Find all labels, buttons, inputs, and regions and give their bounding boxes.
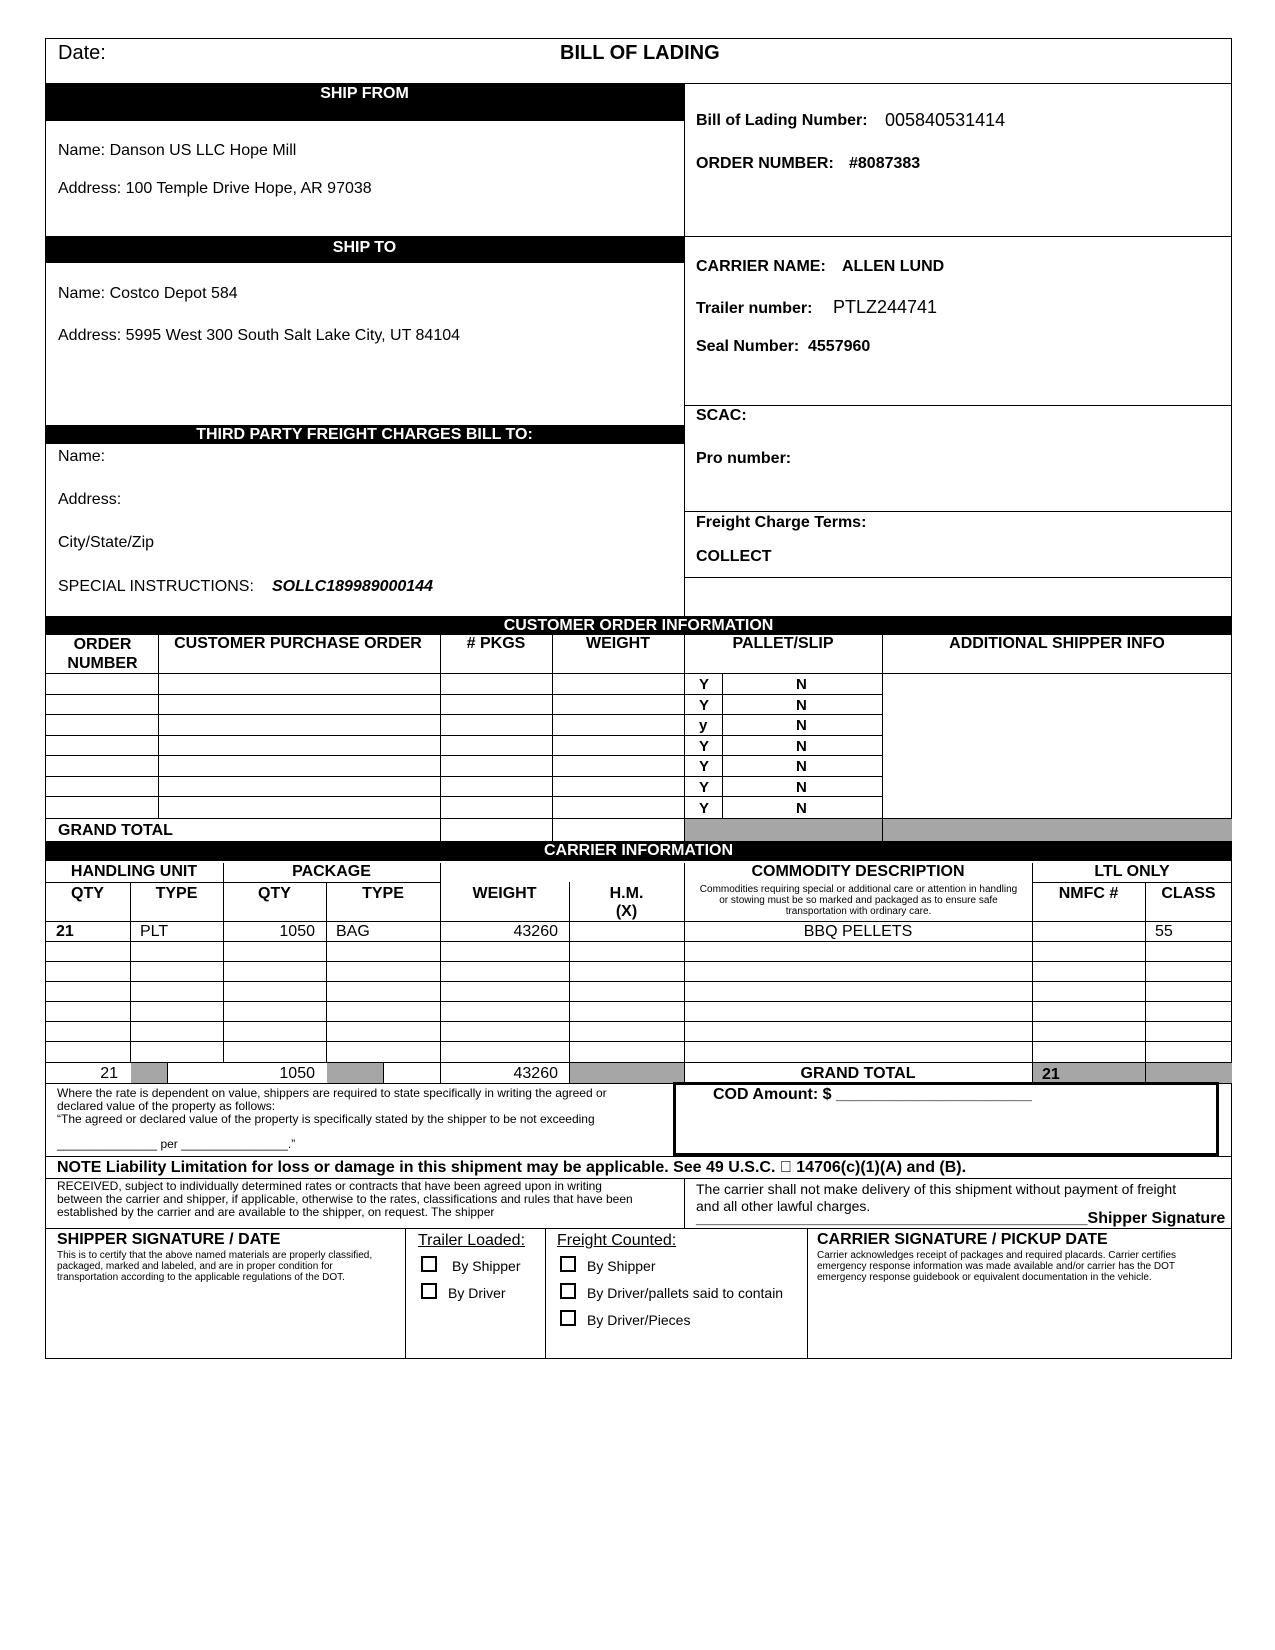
carrier-name-label: CARRIER NAME: [696, 258, 826, 275]
total-pkg-qty: 1050 [279, 1065, 315, 1082]
pallet-n: N [796, 676, 807, 693]
shipper-signature-line[interactable]: ____________________________________________Shipper Signature [696, 1210, 1226, 1227]
carrier-info-bar-label: CARRIER INFORMATION [543, 842, 734, 859]
shipper-signature-title: SHIPPER SIGNATURE / DATE [57, 1231, 281, 1248]
received-line: RECEIVED, subject to individually determined rates or contracts that have been agreed upon in writing [57, 1179, 602, 1193]
carrier-grand-total-label: GRAND TOTAL [800, 1065, 916, 1082]
hu-type-cell: PLT [140, 923, 169, 940]
col-pkg-qty: QTY [258, 885, 291, 902]
third-party-name-label: Name: [58, 448, 106, 465]
trailer-loaded-driver-label: By Driver [448, 1285, 506, 1301]
pallet-n: N [796, 779, 807, 796]
trailer-loaded-shipper-checkbox[interactable] [421, 1256, 437, 1272]
pallet-n: N [796, 717, 807, 734]
col-package: PACKAGE [292, 863, 371, 880]
pallet-y: Y [699, 758, 710, 775]
col-customer-po: CUSTOMER PURCHASE ORDER [174, 635, 422, 652]
declared-value-line: “The agreed or declared value of the property is specifically stated by the shipper to be not exceeding [57, 1112, 595, 1126]
trailer-loaded-label: Trailer Loaded: [418, 1232, 526, 1249]
carrier-info-bar [45, 841, 1232, 861]
declared-value-line: declared value of the property as follows: [57, 1099, 276, 1113]
third-party-city-label: City/State/Zip [58, 534, 155, 551]
pallet-y: Y [699, 676, 710, 693]
col-nmfc: NMFC # [1058, 885, 1119, 902]
freight-charge-terms-value: COLLECT [696, 548, 772, 565]
freight-counted-pallets-label: By Driver/pallets said to contain [587, 1285, 784, 1301]
shipper-certify-text [57, 1250, 402, 1283]
ship-to-bar [45, 236, 684, 263]
pallet-y: y [699, 717, 708, 734]
col-class: CLASS [1161, 885, 1216, 902]
seal-number-value: 4557960 [808, 338, 871, 355]
col-hu-type: TYPE [155, 885, 198, 902]
delivery-line: and all other lawful charges. [696, 1198, 871, 1214]
total-weight: 43260 [513, 1065, 558, 1082]
class-cell: 55 [1155, 923, 1173, 940]
total-nmfc: 21 [1042, 1066, 1060, 1083]
ship-from-bar [45, 83, 684, 121]
grand-total-shade [685, 819, 1232, 841]
scac-label: SCAC: [696, 407, 747, 424]
page-title: BILL OF LADING [560, 42, 720, 64]
carrier-name-value: ALLEN LUND [842, 258, 945, 275]
customer-order-bar [45, 616, 1232, 635]
ship-from-name: Name: Danson US LLC Hope Mill [58, 142, 297, 159]
third-party-bar-label: THIRD PARTY FREIGHT CHARGES BILL TO: [196, 426, 533, 443]
third-party-bar [45, 425, 684, 444]
commodity-cell: BBQ PELLETS [803, 923, 913, 940]
pallet-y: Y [699, 800, 710, 817]
declared-value-line: Where the rate is dependent on value, shippers are required to state specifically in writing the agreed or [57, 1086, 607, 1100]
pallet-n: N [796, 758, 807, 775]
customer-grand-total-label: GRAND TOTAL [58, 822, 173, 839]
special-instructions-value: SOLLC189989000144 [272, 578, 433, 595]
carrier-signature-title: CARRIER SIGNATURE / PICKUP DATE [817, 1231, 1108, 1248]
freight-counted-pallets-checkbox[interactable] [560, 1283, 576, 1299]
liability-note: NOTE Liability Limitation for loss or damage in this shipment may be applicable. See 49 U.S.C. 14706(c)(1)(A) and (B). [57, 1159, 950, 1176]
bol-number-value: 005840531414 [885, 110, 1006, 130]
weight-cell: 43260 [513, 923, 558, 940]
pallet-n: N [796, 800, 807, 817]
freight-counted-label: Freight Counted: [557, 1232, 677, 1249]
col-weight: WEIGHT [586, 635, 650, 652]
col-commodity-description: COMMODITY DESCRIPTION [751, 863, 965, 880]
ship-to-name: Name: Costco Depot 584 [58, 285, 238, 302]
received-line: between the carrier and shipper, if applicable, otherwise to the rates, classifications and rules that have been [57, 1192, 633, 1206]
col-hm: H.M. [609, 885, 644, 902]
third-party-address-label: Address: [58, 491, 122, 508]
order-number-label: ORDER NUMBER: [696, 155, 834, 172]
total-hu-qty: 21 [100, 1065, 118, 1082]
carrier-certify-line: emergency response guidebook or equivalent documentation in the vehicle. [817, 1272, 1152, 1283]
cod-amount-label: COD Amount: $ ______________________ [713, 1086, 1032, 1103]
commodity-note: Commodities requiring special or additional care or attention in handling or stowing must be so marked and packaged as to ensure safe transportation with ordinary care. [699, 884, 1018, 917]
ship-from-bar-label: SHIP FROM [320, 85, 409, 102]
delivery-line: The carrier shall not make delivery of this shipment without payment of freight [696, 1181, 1177, 1197]
col-hm-x: (X) [615, 903, 638, 920]
carrier-certify-text [817, 1250, 1227, 1283]
freight-charge-terms-label: Freight Charge Terms: [696, 514, 867, 531]
received-text [57, 1180, 677, 1219]
col-pallet-slip: PALLET/SLIP [732, 635, 834, 652]
carrier-certify-line: emergency response information was made available and/or carrier has the DOT [817, 1261, 1175, 1272]
col-pkg-type: TYPE [362, 885, 404, 902]
seal-number-label: Seal Number: [696, 338, 800, 355]
col-order-number: ORDER NUMBER [67, 636, 138, 672]
shipper-certify-line: packaged, marked and labeled, and are in proper condition for [57, 1261, 333, 1272]
pallet-y: Y [699, 779, 710, 796]
hu-qty-cell: 21 [56, 923, 74, 940]
col-additional-shipper-info: ADDITIONAL SHIPPER INFO [949, 635, 1165, 652]
freight-counted-pieces-checkbox[interactable] [560, 1310, 576, 1326]
ship-to-address: Address: 5995 West 300 South Salt Lake City, UT 84104 [58, 327, 461, 344]
order-number-value: #8087383 [849, 155, 921, 172]
col-hu-qty: QTY [71, 885, 104, 902]
pallet-y: Y [699, 738, 710, 755]
col-pkgs: # PKGS [466, 635, 526, 652]
freight-counted-shipper-checkbox[interactable] [560, 1256, 576, 1272]
col-ltl-only: LTL ONLY [1094, 863, 1170, 880]
freight-counted-pieces-label: By Driver/Pieces [587, 1312, 691, 1328]
freight-counted-shipper-label: By Shipper [587, 1258, 656, 1274]
col-handling-unit: HANDLING UNIT [70, 863, 198, 880]
received-line: established by the carrier and are available to the shipper, on request. The shipper [57, 1205, 495, 1219]
customer-order-bar-label: CUSTOMER ORDER INFORMATION [503, 617, 774, 634]
ship-to-bar-label: SHIP TO [332, 239, 397, 256]
pallet-y: Y [699, 697, 710, 714]
trailer-loaded-driver-checkbox[interactable] [421, 1283, 437, 1299]
declared-value-text [57, 1087, 677, 1151]
shipper-certify-line: transportation according to the applicable regulations of the DOT. [57, 1272, 345, 1283]
bol-number-label: Bill of Lading Number: [696, 112, 868, 129]
trailer-number-value: PTLZ244741 [833, 297, 938, 317]
special-instructions-label: SPECIAL INSTRUCTIONS: [58, 578, 254, 595]
pkg-type-cell: BAG [336, 923, 370, 940]
total-shade-hm [570, 1063, 684, 1083]
total-shade-pkg-type [327, 1063, 383, 1083]
total-shade-hu-type [131, 1063, 167, 1083]
trailer-loaded-shipper-label: By Shipper [452, 1258, 521, 1274]
pallet-n: N [796, 697, 807, 714]
pallet-n: N [796, 738, 807, 755]
declared-value-line: _______________ per ________________.” [57, 1137, 296, 1151]
carrier-certify-line: Carrier acknowledges receipt of packages and required placards. Carrier certifies [817, 1250, 1177, 1261]
col-weight-carrier: WEIGHT [472, 885, 537, 902]
total-shade-nmfc [1033, 1063, 1232, 1083]
pro-number-label: Pro number: [696, 450, 792, 467]
ship-from-address: Address: 100 Temple Drive Hope, AR 97038 [58, 180, 372, 197]
pkg-qty-cell: 1050 [279, 923, 315, 940]
trailer-number-label: Trailer number: [696, 300, 813, 317]
date-label: Date: [58, 42, 106, 64]
shipper-certify-line: This is to certify that the above named materials are properly classified, [57, 1250, 373, 1261]
